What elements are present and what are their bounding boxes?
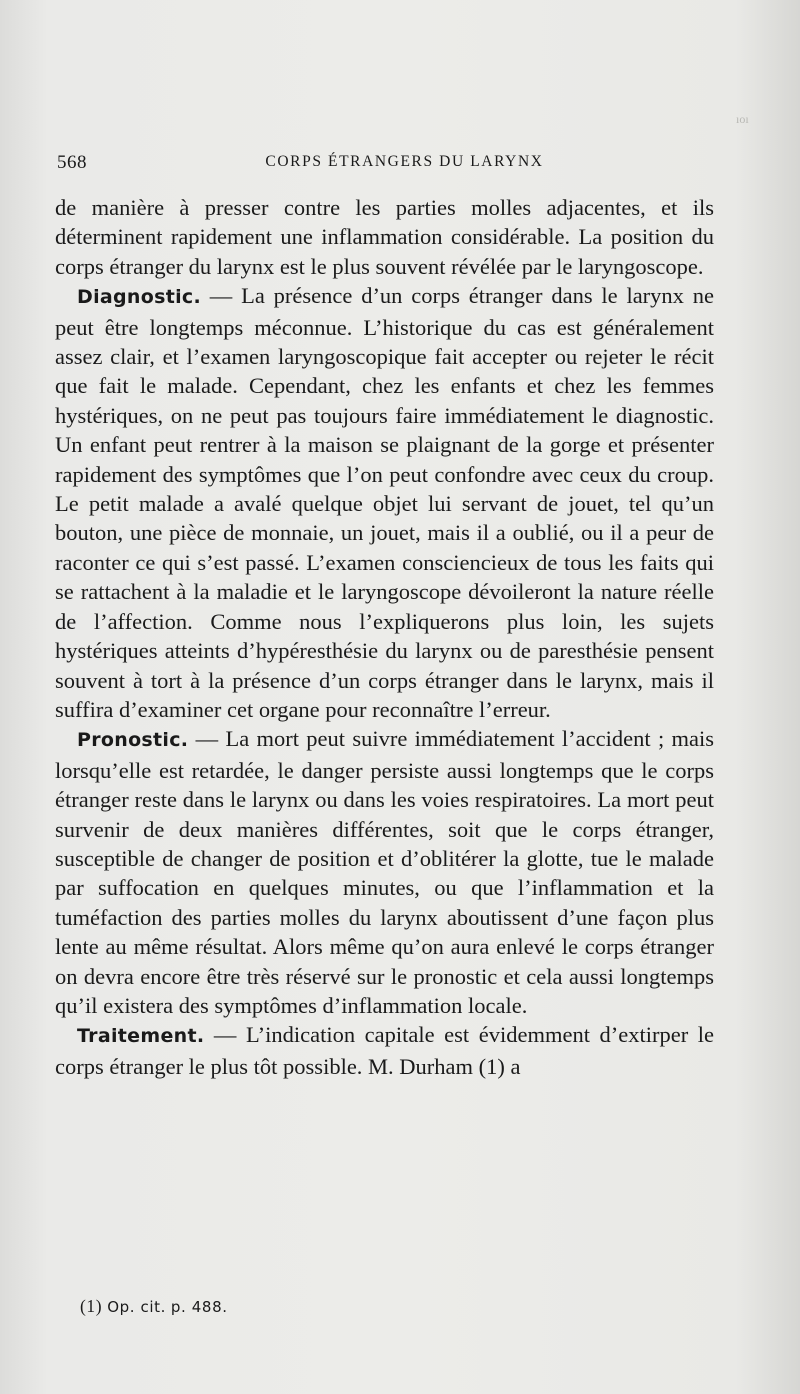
corner-mark: ıoı bbox=[736, 112, 749, 126]
paragraph-traitement bbox=[55, 1020, 714, 1081]
paragraph-traitement-text: — L’indication capitale est évidemment d’extirper le corps étranger le plus tôt possible. M. Durham (1) a bbox=[55, 1022, 714, 1079]
heading-pronostic: Pronostic. bbox=[77, 729, 189, 752]
footnote-marker: (1) bbox=[80, 1296, 103, 1316]
paragraph-pronostic bbox=[55, 724, 714, 1020]
paragraph-diagnostic bbox=[55, 281, 714, 724]
running-title: CORPS ÉTRANGERS DU LARYNX bbox=[265, 153, 544, 170]
paragraph-diagnostic-text: — La présence d’un corps étranger dans le larynx ne peut être longtemps méconnue. L’historique du cas est généralement assez clair, et l’examen laryngoscopique fait accepter ou rejeter le récit que fait le malade. Cependant, chez les enfants et chez les femmes hystériques, on ne peut pas toujours faire immédiatement le diagnostic. Un enfant peut rentrer à la maison se plaignant de la gorge et présenter rapidement des symptômes que l’on peut confondre avec ceux du croup. Le petit malade a avalé quelque objet lui servant de jouet, tel qu’un bouton, une pièce de monnaie, un jouet, mais il a oublié, ou il a peur de raconter ce qui s’est passé. L’examen consciencieux de tous les faits qui se rattachent à la maladie et le laryngoscope dévoileront la nature réelle de l’affection. Comme nous l’expliquerons plus loin, les sujets hystériques atteints d’hypéresthésie du larynx ou de paresthésie pensent souvent à tort à la présence d’un corps étranger dans le larynx, mais il suffira d’examiner cet organe pour reconnaître l’erreur. bbox=[55, 283, 714, 722]
heading-diagnostic: Diagnostic. bbox=[77, 286, 201, 309]
heading-traitement: Traitement. bbox=[77, 1025, 205, 1048]
page-number: 568 bbox=[57, 152, 87, 173]
body-text bbox=[55, 193, 714, 1081]
footnote-source: Op. cit. bbox=[107, 1298, 166, 1316]
paragraph-pronostic-text: — La mort peut suivre immédiatement l’accident ; mais lorsqu’elle est retardée, le danger persiste aussi longtemps que le corps étranger reste dans le larynx ou dans les voies respiratoires. La mort peut survenir de deux manières différentes, soit que le corps étranger, susceptible de changer de position et d’oblitérer la glotte, tue le malade par suffocation en quelques minutes, ou que l’inflammation et la tuméfaction des parties molles du larynx aboutissent d’une façon plus lente au même résultat. Alors même qu’on aura enlevé le corps étranger on devra encore être très réservé sur le pronostic et cela aussi longtemps qu’il existera des symptômes d’inflammation locale. bbox=[55, 726, 714, 1018]
footnote-page: p. 488. bbox=[170, 1298, 228, 1316]
footnote bbox=[80, 1296, 228, 1317]
page-header bbox=[57, 152, 712, 176]
paragraph-intro bbox=[55, 193, 714, 281]
paragraph-intro-text: de manière à presser contre les parties molles adjacentes, et ils déterminent rapidement une inflammation considérable. La position du corps étranger du larynx est le plus souvent révélée par le laryngoscope. bbox=[55, 195, 714, 279]
